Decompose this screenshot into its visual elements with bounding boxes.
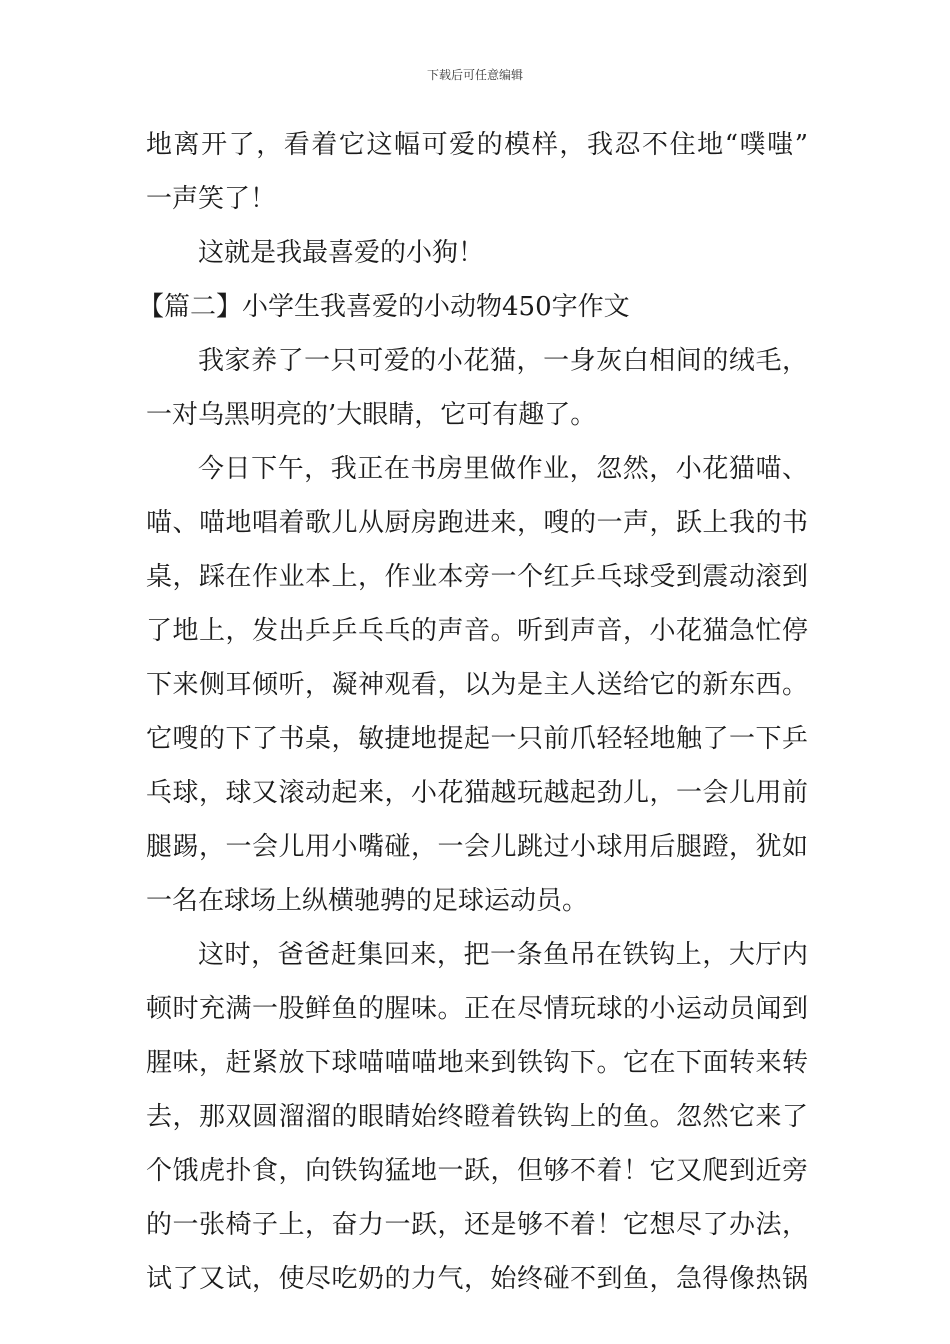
paragraph-line: 这就是我最喜爱的小狗！ <box>198 238 485 268</box>
paragraph-line: 今日下午，我正在书房里做作业，忽然，小花猫喵、 <box>198 454 808 484</box>
paragraph-line: 个饿虎扑食，向铁钩猛地一跃，但够不着！它又爬到近旁 <box>146 1156 808 1186</box>
paragraph-line: 的一张椅子上，奋力一跃，还是够不着！它想尽了办法， <box>146 1210 808 1240</box>
paragraph-line: 喵、喵地唱着歌儿从厨房跑进来，嗖的一声，跃上我的书 <box>146 508 808 538</box>
paragraph-line: 一名在球场上纵横驰骋的足球运动员。 <box>146 886 589 916</box>
paragraph-line: 腿踢，一会儿用小嘴碰，一会儿跳过小球用后腿蹬，犹如 <box>146 832 808 862</box>
paragraph-line: 了地上，发出乒乒乓乓的声音。听到声音，小花猫急忙停 <box>146 616 808 646</box>
paragraph-line: 试了又试，使尽吃奶的力气，始终碰不到鱼，急得像热锅 <box>146 1264 808 1294</box>
paragraph-line: 乓球，球又滚动起来，小花猫越玩越起劲儿，一会儿用前 <box>146 778 808 808</box>
paragraph-line: 我家养了一只可爱的小花猫，一身灰白相间的绒毛， <box>198 346 808 376</box>
paragraph-line: 桌，踩在作业本上，作业本旁一个红乒乓球受到震动滚到 <box>146 562 808 592</box>
paragraph-line: 腥味，赶紧放下球喵喵喵地来到铁钩下。它在下面转来转 <box>146 1048 808 1078</box>
page-header: 下载后可任意编辑 <box>426 68 523 82</box>
paragraph-line: 去，那双圆溜溜的眼睛始终瞪着铁钩上的鱼。忽然它来了 <box>146 1102 808 1132</box>
paragraph-line: 地离开了，看着它这幅可爱的模样，我忍不住地“噗嗤” <box>146 130 808 160</box>
paragraph-line: 下来侧耳倾听，凝神观看，以为是主人送给它的新东西。 <box>146 670 808 700</box>
document-body <box>138 118 808 1306</box>
paragraph-line: 一声笑了！ <box>146 184 277 214</box>
paragraph-line: 这时，爸爸赶集回来，把一条鱼吊在铁钩上，大厅内 <box>198 940 808 970</box>
paragraph-line: 顿时充满一股鲜鱼的腥味。正在尽情玩球的小运动员闻到 <box>146 994 808 1024</box>
paragraph-line: 一对乌黑明亮的’大眼睛，它可有趣了。 <box>146 400 597 430</box>
section-heading: 【篇二】小学生我喜爱的小动物450字作文 <box>138 292 630 322</box>
paragraph-line: 它嗖的下了书桌，敏捷地提起一只前爪轻轻地触了一下乒 <box>146 724 808 754</box>
